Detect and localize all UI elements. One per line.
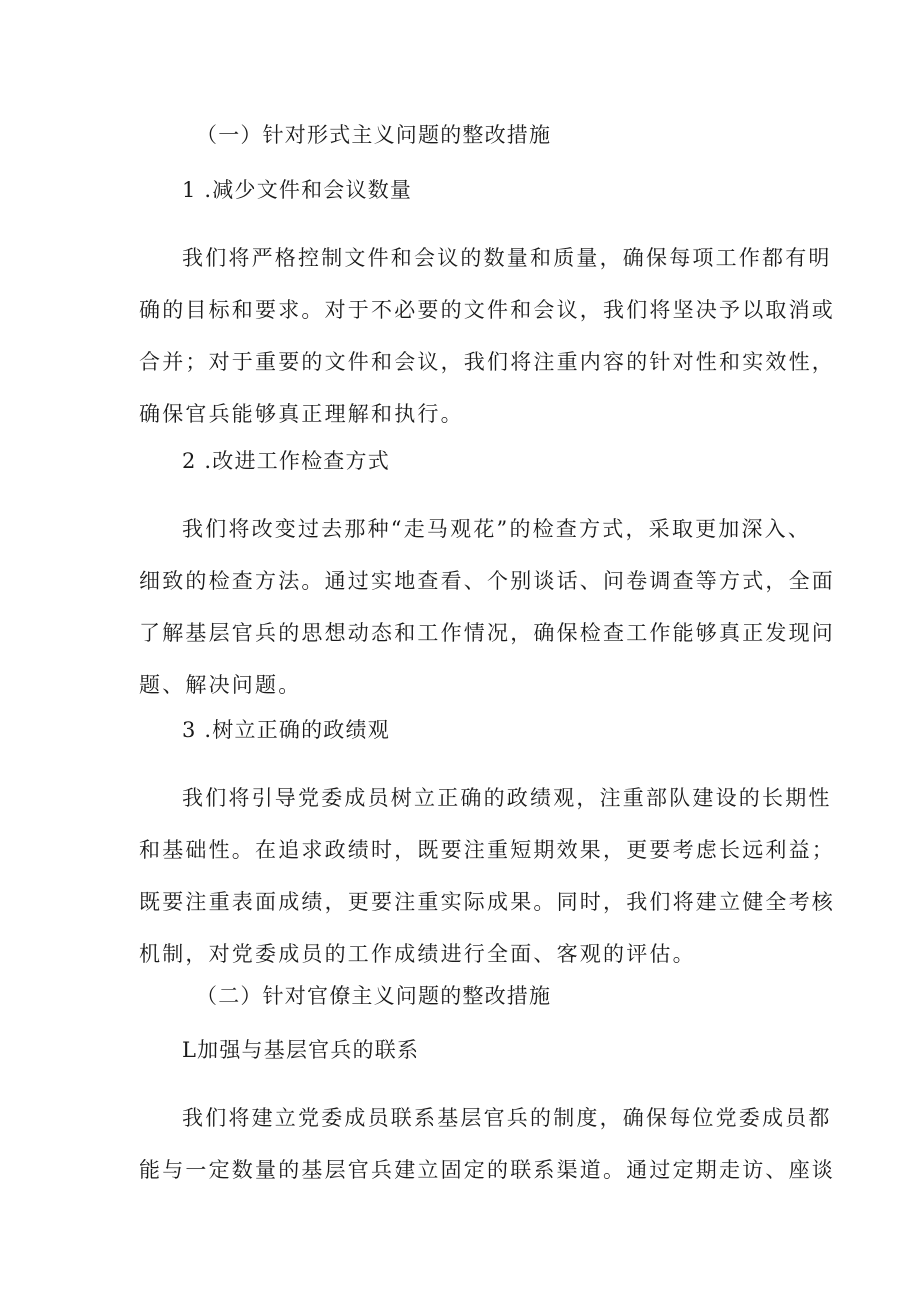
section-heading-2: （二）针对官僚主义问题的整改措施 (196, 984, 552, 1008)
paragraph-2-1 (0, 1092, 835, 1196)
paragraph-line: 合并；对于重要的文件和会议，我们将注重内容的针对性和实效性， (139, 350, 835, 374)
item-title-1-3: 3 .树立正确的政绩观 (182, 718, 390, 742)
paragraph-line: 既要注重表面成绩，更要注重实际成果。同时，我们将建立健全考核 (139, 890, 835, 914)
paragraph-line: 了解基层官兵的思想动态和工作情况，确保检查工作能够真正发现问 (139, 621, 835, 645)
section-heading-1: （一）针对形式主义问题的整改措施 (196, 123, 552, 147)
paragraph-1-2 (0, 503, 835, 711)
paragraph-line: 我们将改变过去那种“走马观花”的检查方式，采取更加深入、 (182, 517, 812, 541)
paragraph-line: 细致的检查方法。通过实地查看、个别谈话、问卷调查等方式，全面 (139, 569, 835, 593)
paragraph-line: 我们将严格控制文件和会议的数量和质量，确保每项工作都有明 (182, 246, 832, 270)
paragraph-1-3 (0, 772, 835, 980)
paragraph-1-1 (0, 232, 835, 440)
item-title-1-2: 2 .改进工作检查方式 (182, 449, 390, 473)
item-title-1-1: 1 .减少文件和会议数量 (182, 178, 413, 202)
paragraph-line: 我们将建立党委成员联系基层官兵的制度，确保每位党委成员都 (182, 1106, 832, 1130)
paragraph-line: 和基础性。在追求政绩时，既要注重短期效果，更要考虑长远利益； (139, 838, 835, 862)
paragraph-line: 我们将引导党委成员树立正确的政绩观，注重部队建设的长期性 (182, 786, 832, 810)
paragraph-line: 机制，对党委成员的工作成绩进行全面、客观的评估。 (139, 942, 696, 966)
item-title-2-1: L加强与基层官兵的联系 (182, 1038, 420, 1062)
paragraph-line: 能与一定数量的基层官兵建立固定的联系渠道。通过定期走访、座谈 (139, 1158, 835, 1182)
paragraph-line: 确的目标和要求。对于不必要的文件和会议，我们将坚决予以取消或 (139, 298, 835, 322)
paragraph-line: 题、解决问题。 (139, 673, 302, 697)
paragraph-line: 确保官兵能够真正理解和执行。 (139, 402, 464, 426)
